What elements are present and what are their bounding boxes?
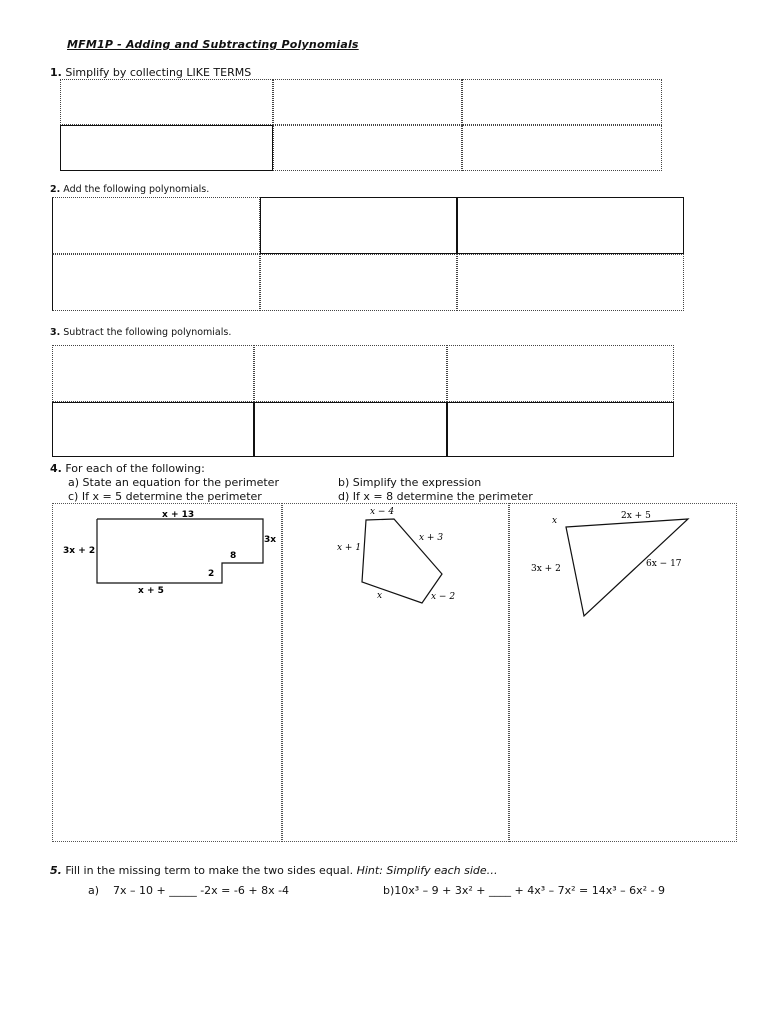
question-5-hint: Hint: Simplify each side… xyxy=(356,864,498,877)
question-1-number: 1. xyxy=(50,66,62,79)
answer-box xyxy=(462,125,662,171)
figure-3-corner-label: x xyxy=(552,516,558,526)
figure-2-bottom-label: x xyxy=(377,591,383,601)
question-5-part-b-equation: b)10x³ – 9 + 3x² + ____ + 4x³ – 7x² = 14x³ – 6x² - 9 xyxy=(383,884,666,897)
figure-2-lower-right-label: x − 2 xyxy=(431,592,456,602)
figure-1-shape xyxy=(52,503,282,613)
question-4-part-c: c) If x = 5 determine the perimeter xyxy=(68,490,262,503)
answer-box xyxy=(260,197,457,254)
answer-box xyxy=(254,345,447,402)
figure-3-left-label: 3x + 2 xyxy=(531,564,561,574)
question-5-text: Fill in the missing term to make the two sides equal. xyxy=(65,864,354,877)
figure-1-top-label: x + 13 xyxy=(162,510,195,520)
figure-3-shape xyxy=(509,503,737,623)
question-2-text: Add the following polynomials. xyxy=(63,184,210,195)
answer-box xyxy=(447,345,674,402)
question-3 xyxy=(50,327,231,338)
figure-2-shape xyxy=(282,503,509,613)
answer-box xyxy=(52,197,260,254)
question-1 xyxy=(50,66,251,79)
answer-box xyxy=(52,345,254,402)
question-1-answer-grid xyxy=(60,79,662,171)
answer-box xyxy=(447,402,674,457)
answer-box xyxy=(260,254,457,311)
question-3-number: 3. xyxy=(50,327,61,338)
figure-3-right-label: 6x − 17 xyxy=(646,559,682,569)
answer-box xyxy=(52,254,260,311)
figure-1-right-label: 3x xyxy=(264,535,277,545)
question-4-part-d: d) If x = 8 determine the perimeter xyxy=(338,490,533,503)
page-title: MFM1P - Adding and Subtracting Polynomials xyxy=(67,38,359,51)
question-2-answer-grid xyxy=(52,197,684,311)
question-5 xyxy=(50,864,498,877)
answer-box xyxy=(273,79,462,125)
figure-1-bottom-label: x + 5 xyxy=(138,586,164,596)
question-4 xyxy=(50,462,205,475)
question-4-text: For each of the following: xyxy=(65,462,205,475)
answer-box xyxy=(462,79,662,125)
figure-2-top-label: x − 4 xyxy=(370,507,395,517)
answer-box xyxy=(60,79,273,125)
figure-2-upper-right-label: x + 3 xyxy=(419,533,444,543)
answer-box xyxy=(60,125,273,171)
figure-1-left-label: 3x + 2 xyxy=(63,546,96,556)
question-5-number: 5. xyxy=(50,864,62,877)
answer-box xyxy=(457,197,684,254)
answer-box xyxy=(457,254,684,311)
question-5-part-a-equation: 7x – 10 + _____ -2x = -6 + 8x -4 xyxy=(113,884,290,897)
answer-box xyxy=(273,125,462,171)
question-1-text: Simplify by collecting LIKE TERMS xyxy=(65,66,252,79)
answer-box xyxy=(254,402,447,457)
question-3-text: Subtract the following polynomials. xyxy=(63,327,232,338)
question-3-answer-grid xyxy=(52,345,674,457)
question-5-part-a-label: a) xyxy=(88,884,100,897)
figure-3-top-label: 2x + 5 xyxy=(621,511,651,521)
question-4-part-a: a) State an equation for the perimeter xyxy=(68,476,279,489)
question-2 xyxy=(50,184,209,195)
figure-2-left-label: x + 1 xyxy=(337,543,362,553)
answer-box xyxy=(52,402,254,457)
question-4-number: 4. xyxy=(50,462,62,475)
figure-1-step-label: 2 xyxy=(208,569,215,579)
question-2-number: 2. xyxy=(50,184,61,195)
question-4-part-b: b) Simplify the expression xyxy=(338,476,482,489)
figure-1-inner-label: 8 xyxy=(230,551,237,561)
